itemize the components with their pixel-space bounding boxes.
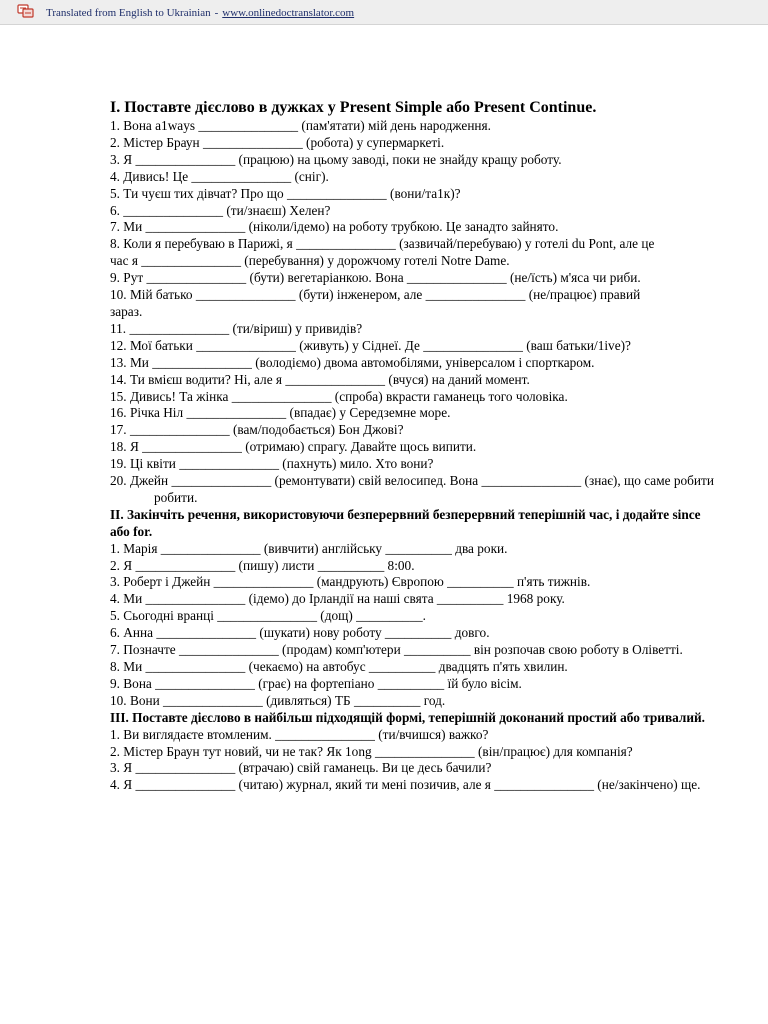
exercise-item: 3. Я _______________ (втрачаю) свій гаманець. Ви це десь бачили? xyxy=(110,760,492,776)
exercise-item: 19. Ці квіти _______________ (пахнуть) мило. Хто вони? xyxy=(110,456,434,472)
exercise-item: 15. Дивись! Та жінка _______________ (спроба) вкрасти гаманець того чоловіка. xyxy=(110,388,568,404)
exercise-item: зараз. xyxy=(110,303,143,319)
translator-banner xyxy=(0,0,768,25)
exercise-item: 11. _______________ (ти/віриш) у привидів? xyxy=(110,320,363,336)
section2-title: II. Закінчіть речення, використовуючи безперервний безперервний теперішній час, і додайте since або for. xyxy=(110,506,701,539)
exercise-item: 1. Вона a1ways _______________ (пам'ятати) мій день народження. xyxy=(110,118,491,133)
banner-text: Translated from English to Ukrainian xyxy=(46,7,211,19)
section2-list xyxy=(110,541,714,710)
exercise-item: 3. Роберт і Джейн _______________ (мандрують) Європою __________ п'ять тижнів. xyxy=(110,574,591,590)
exercise-item: 14. Ти вмієш водити? Ні, але я _______________ (вчуся) на даний момент. xyxy=(110,371,530,387)
exercise-item: 1. Марія _______________ (вивчити) англійську __________ два роки. xyxy=(110,540,508,556)
exercise-item: 4. Дивись! Це _______________ (сніг). xyxy=(110,168,329,184)
exercise-item: 9. Рут _______________ (бути) вегетаріанкою. Вона _______________ (не/їсть) м'яса чи риби. xyxy=(110,270,641,286)
exercise-item: 8. Ми _______________ (чекаємо) на автобус __________ двадцять п'ять хвилин. xyxy=(110,659,568,674)
exercise-item: 18. Я _______________ (отримаю) спрагу. Давайте щось випити. xyxy=(110,439,477,455)
exercise-item: час я _______________ (перебування) у дорожчому готелі Notre Dame. xyxy=(110,253,510,269)
exercise-item: 1. Ви виглядаєте втомленим. _______________ (ти/вчишся) важко? xyxy=(110,726,489,742)
exercise-item: 4. Я _______________ (читаю) журнал, який ти мені позичив, але я _______________ (не/закінчено) ще. xyxy=(110,777,701,793)
section3-list xyxy=(110,727,714,795)
translator-link[interactable]: www.onlinedoctranslator.com xyxy=(222,7,355,19)
exercise-item: 16. Річка Ніл _______________ (впадає) у Середземне море. xyxy=(110,405,451,421)
exercise-item: 13. Ми _______________ (володіємо) двома автомобілями, універсалом і спорткаром. xyxy=(110,354,595,370)
exercise-item: 3. Я _______________ (працюю) на цьому заводі, поки не знайду кращу роботу. xyxy=(110,151,562,167)
exercise-item: 20. Джейн _______________ (ремонтувати) свій велосипед. Вона _______________ (знає), що саме робити xyxy=(110,473,714,489)
exercise-item: 10. Вони _______________ (дивляться) ТБ __________ год. xyxy=(110,692,446,708)
section1-list xyxy=(110,118,714,490)
exercise-item: 4. Ми _______________ (ідемо) до Ірландії на наші свята __________ 1968 року. xyxy=(110,591,565,607)
exercise-item: 7. Ми _______________ (ніколи/ідемо) на роботу трубкою. Це занадто зайнято. xyxy=(110,219,559,235)
exercise-item: 7. Позначте _______________ (продам) комп'ютери __________ він розпочав свою роботу в Оліветті. xyxy=(110,642,683,658)
section1-tail: робити. xyxy=(154,489,198,505)
translator-logo-icon xyxy=(17,4,35,18)
section3-title: III. Поставте дієслово в найбільш підходящій формі, теперішній доконаний простий або тривалий. xyxy=(110,709,706,725)
exercise-item: 17. _______________ (вам/подобається) Бон Джові? xyxy=(110,422,404,438)
exercise-item: 6. Анна _______________ (шукати) нову роботу __________ довго. xyxy=(110,625,490,641)
exercise-item: 10. Мій батько _______________ (бути) інженером, але _______________ (не/працює) правий xyxy=(110,287,641,303)
exercise-item: 6. _______________ (ти/знаєш) Хелен? xyxy=(110,202,331,218)
banner-line xyxy=(46,7,354,19)
exercise-item: 2. Я _______________ (пишу) листи __________ 8:00. xyxy=(110,557,415,573)
exercise-item: 12. Мої батьки _______________ (живуть) у Сіднеї. Де _______________ (ваш батьки/1ive)? xyxy=(110,337,631,353)
exercise-item: 5. Сьогодні вранці _______________ (дощ) __________. xyxy=(110,608,426,624)
banner-separator: - xyxy=(214,7,219,19)
exercise-item: 5. Ти чуєш тих дівчат? Про що _______________ (вони/та1к)? xyxy=(110,185,461,201)
exercise-item: 9. Вона _______________ (грає) на фортепіано __________ їй було вісім. xyxy=(110,675,522,691)
exercise-item: 2. Містер Браун _______________ (робота) у супермаркеті. xyxy=(110,134,445,150)
exercise-item: 2. Містер Браун тут новий, чи не так? Як 1ong _______________ (він/працює) для компанія? xyxy=(110,743,633,759)
worksheet xyxy=(110,98,714,794)
exercise-item: 8. Коли я перебуваю в Парижі, я _______________ (зазвичай/перебуваю) у готелі du Pont, але це xyxy=(110,236,655,252)
section1-title: I. Поставте дієслово в дужках у Present Simple або Present Continue. xyxy=(110,99,597,116)
